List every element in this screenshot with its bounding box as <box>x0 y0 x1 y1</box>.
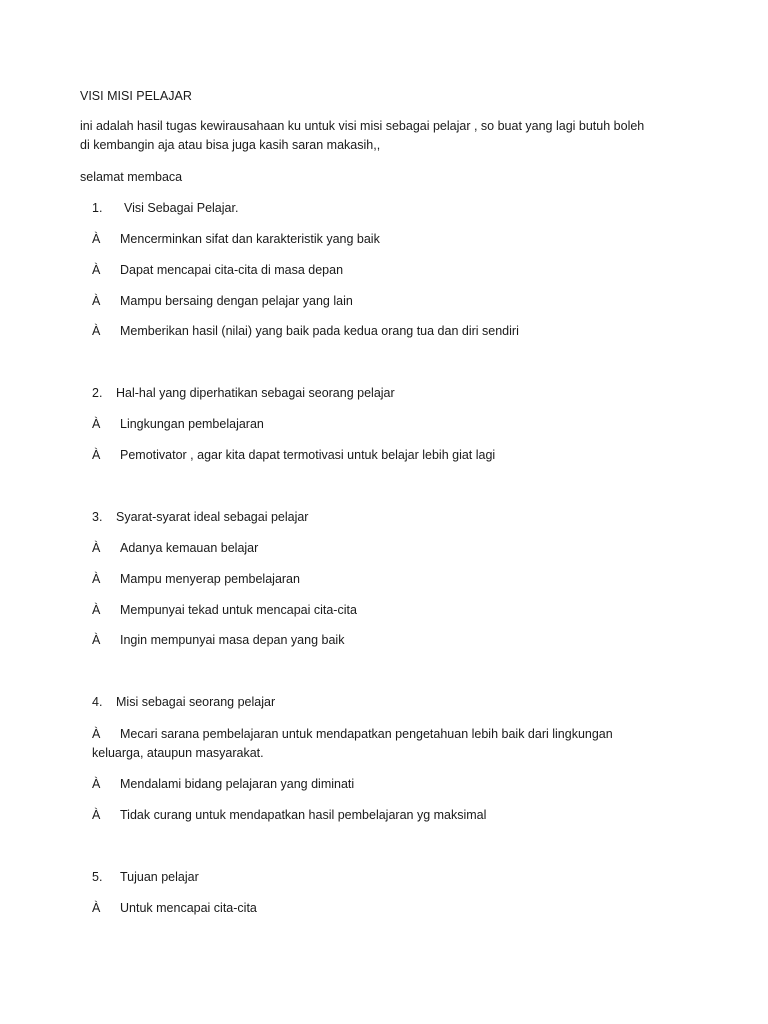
section-number: 5. <box>92 870 103 884</box>
bullet-mark: À <box>92 572 101 586</box>
section-heading-text: Hal-hal yang diperhatikan sebagai seorang pelajar <box>116 386 395 400</box>
section-number: 3. <box>92 510 103 524</box>
section-number: 1. <box>92 201 103 215</box>
section-3-heading <box>92 508 672 526</box>
bullet-mark: À <box>92 324 101 338</box>
intro-paragraph: ini adalah hasil tugas kewirausahaan ku untuk visi misi sebagai pelajar , so buat yang lagi butuh boleh di kembangin aja atau bisa juga kasih saran makasih,, <box>80 119 645 152</box>
bullet-mark: À <box>92 448 101 462</box>
bullet-mark: À <box>92 777 101 791</box>
list-item: À Lingkungan pembelajaran <box>92 417 264 431</box>
list-item: À Tidak curang untuk mendapatkan hasil pembelajaran yg maksimal <box>92 808 487 822</box>
section-heading-text: Misi sebagai seorang pelajar <box>116 695 276 709</box>
bullet-mark: À <box>92 603 101 617</box>
section-1-heading <box>92 199 672 217</box>
section-number: 2. <box>92 386 103 400</box>
section-heading-text: Syarat-syarat ideal sebagai pelajar <box>116 510 309 524</box>
list-item: À Ingin mempunyai masa depan yang baik <box>92 633 345 647</box>
section-5-heading <box>92 868 672 886</box>
bullet-mark: À <box>92 901 101 915</box>
bullet-mark: À <box>92 633 101 647</box>
list-item: À Mempunyai tekad untuk mencapai cita-cita <box>92 603 357 617</box>
greeting-text: selamat membaca <box>80 170 183 184</box>
document-title: VISI MISI PELAJAR <box>80 89 192 103</box>
bullet-mark: À <box>92 808 101 822</box>
section-2-heading <box>92 384 672 402</box>
list-item: À Pemotivator , agar kita dapat termotivasi untuk belajar lebih giat lagi <box>92 448 496 462</box>
section-heading-text: Tujuan pelajar <box>120 870 199 884</box>
list-item: À Mampu bersaing dengan pelajar yang lain <box>92 294 353 308</box>
list-item: À Untuk mencapai cita-cita <box>92 901 257 915</box>
section-heading-text: Visi Sebagai Pelajar. <box>124 201 239 215</box>
bullet-mark: À <box>92 294 101 308</box>
bullet-mark: À <box>92 417 101 431</box>
list-item: À Adanya kemauan belajar <box>92 541 259 555</box>
bullet-mark: À <box>92 541 101 555</box>
list-item: À Dapat mencapai cita-cita di masa depan <box>92 263 344 277</box>
list-item: À Memberikan hasil (nilai) yang baik pada kedua orang tua dan diri sendiri <box>92 324 519 338</box>
bullet-mark: À <box>92 263 101 277</box>
section-number: 4. <box>92 695 103 709</box>
list-item: À Mendalami bidang pelajaran yang diminati <box>92 777 355 791</box>
list-item: À Mencerminkan sifat dan karakteristik yang baik <box>92 232 380 246</box>
list-item: À Mampu menyerap pembelajaran <box>92 572 300 586</box>
bullet-mark: À <box>92 727 101 741</box>
section-4-heading <box>92 693 672 711</box>
bullet-mark: À <box>92 232 101 246</box>
list-item: À Mecari sarana pembelajaran untuk mendapatkan pengetahuan lebih baik dari lingkungan keluarga, ataupun masyarakat. <box>92 727 613 760</box>
